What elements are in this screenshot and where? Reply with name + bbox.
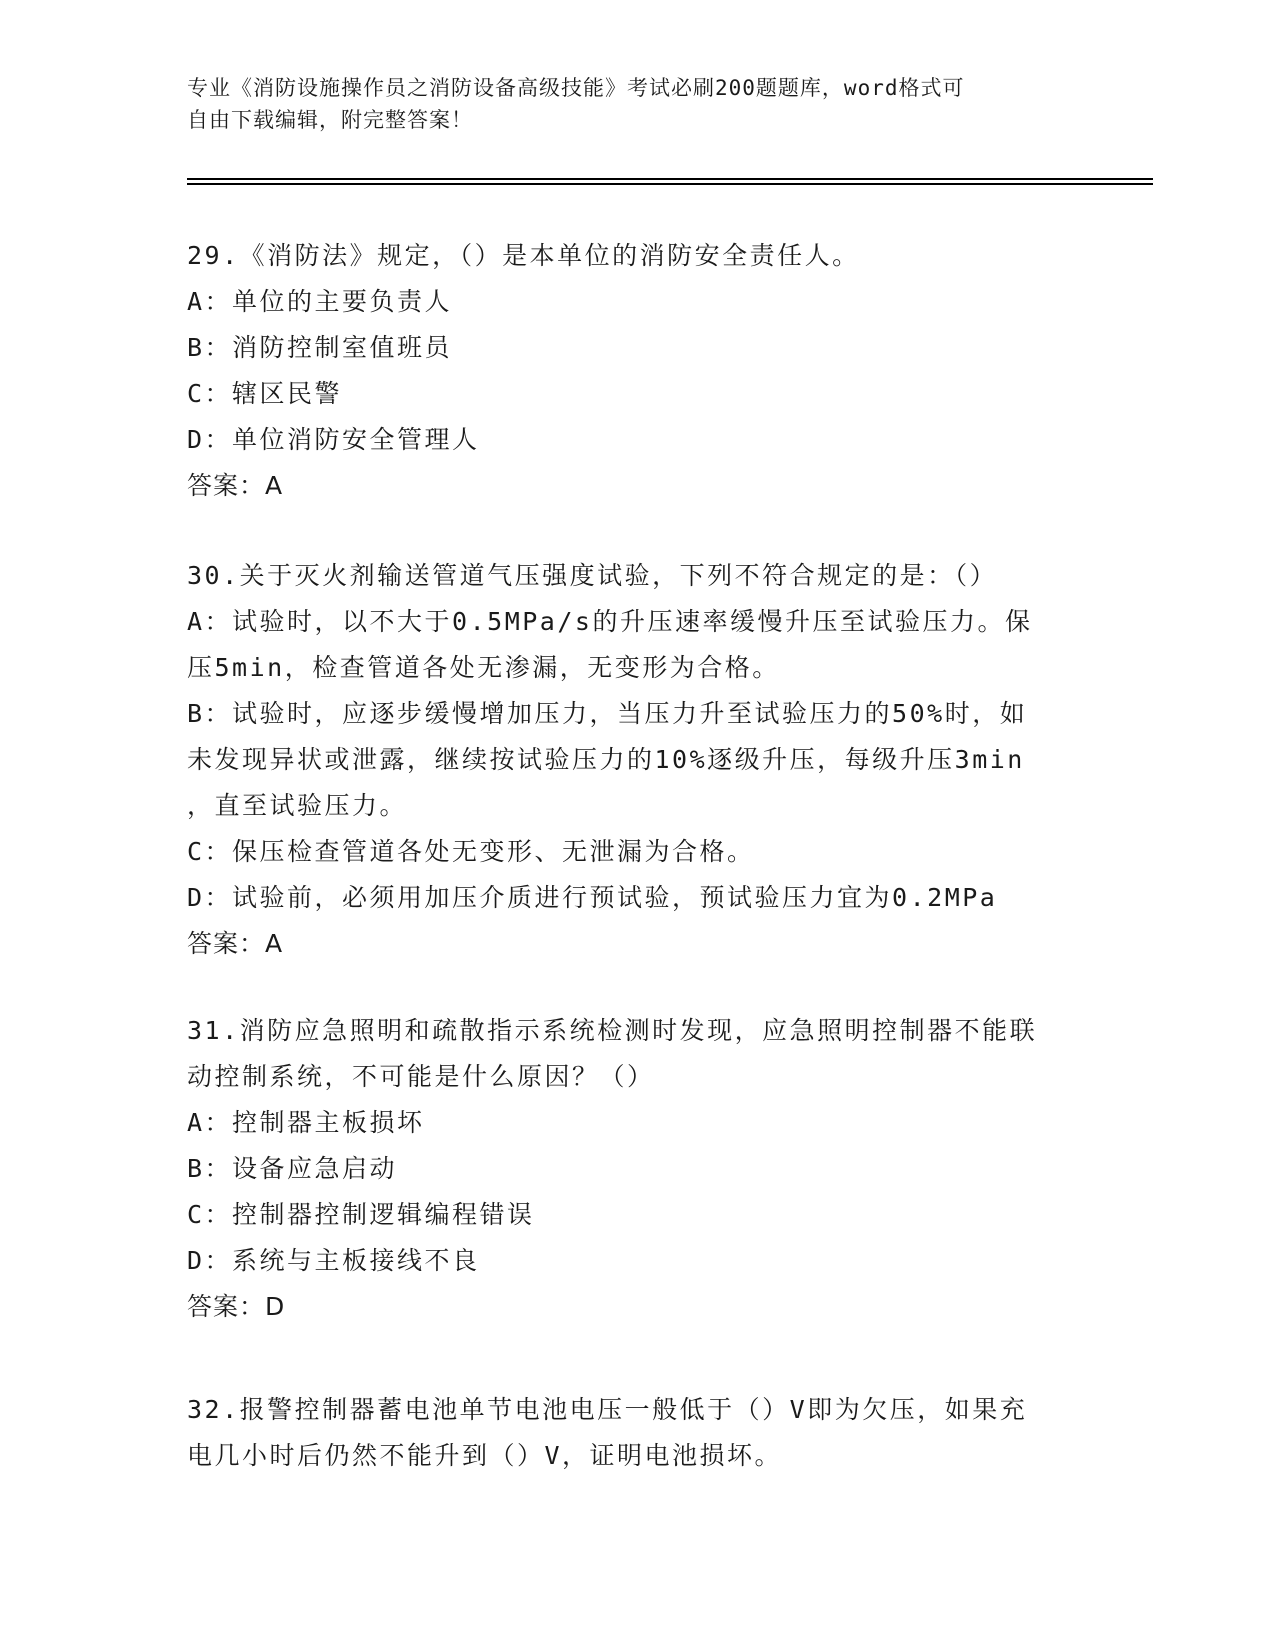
option-c: C：辖区民警 — [187, 379, 343, 408]
question-31 — [187, 1008, 1087, 1330]
question-29 — [187, 233, 1087, 509]
option-b: B：设备应急启动 — [187, 1154, 398, 1183]
answer: 答案：A — [187, 929, 284, 958]
option-d: D：试验前，必须用加压介质进行预试验，预试验压力宜为0.2MPa — [187, 883, 998, 912]
question-stem-continued: 动控制系统，不可能是什么原因？（） — [187, 1062, 655, 1091]
question-stem: 29.《消防法》规定，（）是本单位的消防安全责任人。 — [187, 241, 860, 270]
header-line-2: 自由下载编辑，附完整答案！ — [187, 108, 473, 132]
answer: 答案：D — [187, 1292, 286, 1321]
answer: 答案：A — [187, 471, 284, 500]
option-a: A：控制器主板损坏 — [187, 1108, 425, 1137]
option-d: D：单位消防安全管理人 — [187, 425, 480, 454]
question-30 — [187, 553, 1087, 967]
header-divider-top — [187, 178, 1153, 180]
option-c: C：控制器控制逻辑编程错误 — [187, 1200, 535, 1229]
document-header — [187, 72, 1087, 136]
option-b: B：消防控制室值班员 — [187, 333, 453, 362]
option-a: A：试验时，以不大于0.5MPa/s的升压速率缓慢升压至试验压力。保 — [187, 607, 1033, 636]
option-c: C：保压检查管道各处无变形、无泄漏为合格。 — [187, 837, 755, 866]
option-a: A：单位的主要负责人 — [187, 287, 453, 316]
question-stem: 32.报警控制器蓄电池单节电池电压一般低于（）V即为欠压，如果充 — [187, 1395, 1028, 1424]
option-b-continued: 未发现异状或泄露，继续按试验压力的10%逐级升压，每级升压3min — [187, 745, 1025, 774]
question-stem: 30.关于灭火剂输送管道气压强度试验，下列不符合规定的是：（） — [187, 561, 998, 590]
header-line-1: 专业《消防设施操作员之消防设备高级技能》考试必刷200题题库，word格式可 — [187, 76, 965, 100]
question-stem-continued: 电几小时后仍然不能升到（）V，证明电池损坏。 — [187, 1441, 783, 1470]
header-divider-bottom — [187, 183, 1153, 185]
option-b-continued: ，直至试验压力。 — [187, 791, 408, 820]
option-d: D：系统与主板接线不良 — [187, 1246, 480, 1275]
question-stem: 31.消防应急照明和疏散指示系统检测时发现，应急照明控制器不能联 — [187, 1016, 1038, 1045]
question-32 — [187, 1387, 1087, 1479]
option-b: B：试验时，应逐步缓慢增加压力，当压力升至试验压力的50%时，如 — [187, 699, 1028, 728]
option-a-continued: 压5min，检查管道各处无渗漏，无变形为合格。 — [187, 653, 780, 682]
